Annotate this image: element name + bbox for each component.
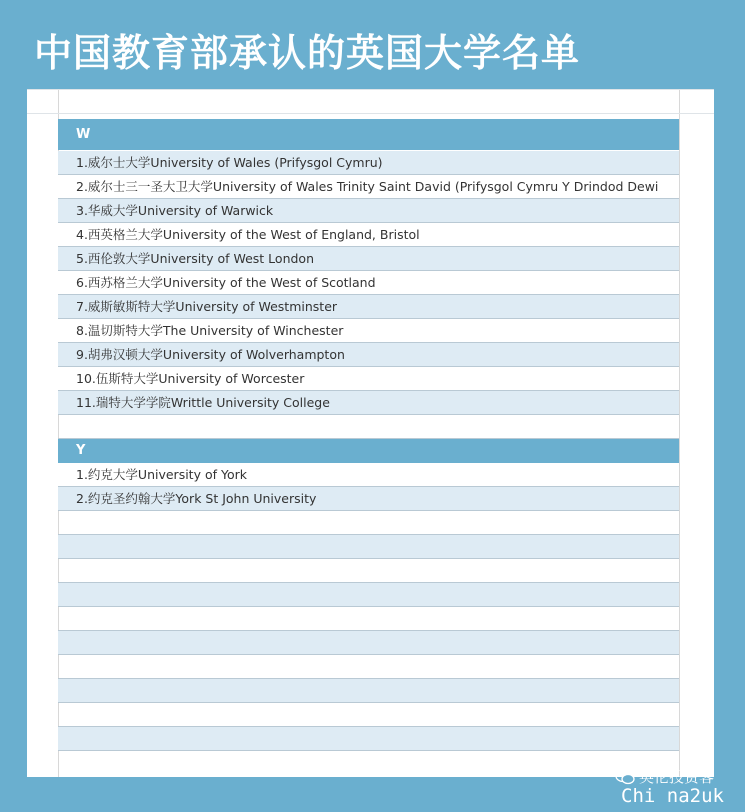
list-item: 10.伍斯特大学University of Worcester (58, 367, 679, 391)
wechat-icon (615, 769, 635, 785)
section-header-y: Y (58, 439, 679, 463)
empty-row (58, 511, 679, 535)
page-title: 中国教育部承认的英国大学名单 (34, 31, 581, 75)
university-list-sheet (27, 89, 714, 777)
empty-row (58, 679, 679, 703)
section-header-w: W (58, 119, 679, 150)
list-item: 8.温切斯特大学The University of Winchester (58, 319, 679, 343)
watermark-account-name: 英伦投资客 (639, 768, 715, 786)
list-item: 6.西苏格兰大学University of the West of Scotland (58, 271, 679, 295)
empty-row (58, 727, 679, 751)
list-item: 1.威尔士大学University of Wales (Prifysgol Cymru) (58, 151, 679, 175)
list-item: 1.约克大学University of York (58, 463, 679, 487)
list-item: 4.西英格兰大学University of the West of England, Bristol (58, 223, 679, 247)
empty-row (58, 415, 679, 439)
list-item: 7.威斯敏斯特大学University of Westminster (58, 295, 679, 319)
grid-line (27, 113, 714, 114)
list-item: 5.西伦敦大学University of West London (58, 247, 679, 271)
empty-row (58, 631, 679, 655)
list-item: 3.华威大学University of Warwick (58, 199, 679, 223)
empty-row (58, 583, 679, 607)
watermark (615, 766, 735, 806)
empty-row (58, 559, 679, 583)
list-item: 11.瑞特大学学院Writtle University College (58, 391, 679, 415)
empty-row (58, 703, 679, 727)
grid-line (679, 89, 680, 777)
empty-row (58, 607, 679, 631)
list-item: 9.胡弗汉顿大学University of Wolverhampton (58, 343, 679, 367)
list-item: 2.约克圣约翰大学York St John University (58, 487, 679, 511)
list-item: 2.威尔士三一圣大卫大学University of Wales Trinity Saint David (Prifysgol Cymru Y Drindod Dewi (58, 175, 679, 199)
watermark-account-id: Chi na2uk (621, 785, 724, 807)
grid-line (27, 89, 714, 90)
empty-row (58, 535, 679, 559)
empty-row (58, 655, 679, 679)
